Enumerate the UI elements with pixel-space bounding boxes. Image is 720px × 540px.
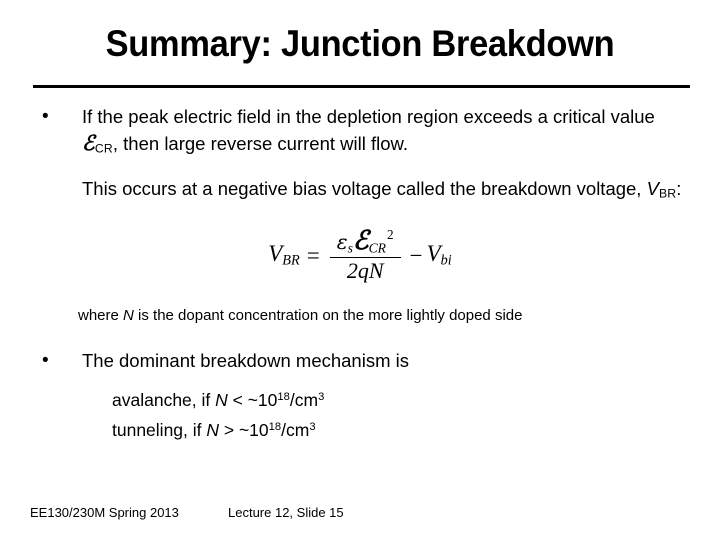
paragraph-text-part1: This occurs at a negative bias voltage called the breakdown voltage, xyxy=(82,177,647,199)
footer-course-label: EE130/230M Spring 2013 xyxy=(30,505,179,520)
avalanche-relation: < ~10 xyxy=(227,389,278,410)
mechanism-tunneling xyxy=(0,414,720,444)
dopant-note xyxy=(0,305,720,327)
bullet-item-2 xyxy=(0,348,720,374)
equation-rhs-var: V xyxy=(426,241,441,267)
spacer xyxy=(0,162,720,176)
tunneling-label: tunneling, if xyxy=(112,419,207,440)
equation-minus-sign: − xyxy=(409,242,423,268)
tunneling-units-exponent: 3 xyxy=(309,420,316,433)
variable-n-note: N xyxy=(123,307,134,324)
note-text-part2: is the dopant concentration on the more lightly doped side xyxy=(133,307,523,324)
tunneling-exponent: 18 xyxy=(268,420,282,433)
paragraph-text-part2: : xyxy=(676,177,682,199)
bullet-item-1-text xyxy=(82,106,655,154)
mechanism-section xyxy=(0,348,720,444)
bullet-marker-icon-2: • xyxy=(42,350,49,371)
equation-rhs-subscript: bi xyxy=(440,252,452,269)
equation-exponent: 2 xyxy=(387,227,394,242)
equation-lhs-subscript: BR xyxy=(282,252,300,269)
breakdown-voltage-equation xyxy=(0,225,720,284)
permittivity-subscript: s xyxy=(347,240,353,256)
avalanche-exponent: 18 xyxy=(277,391,290,403)
avalanche-units: /cm xyxy=(289,389,319,410)
equation-critical-field-symbol: ℰ xyxy=(352,225,369,256)
permittivity-symbol: ε xyxy=(336,229,348,254)
equation-fraction xyxy=(330,225,401,284)
avalanche-units-exponent: 3 xyxy=(318,391,325,403)
bullet-item-1 xyxy=(0,104,720,162)
equation-numerator xyxy=(330,225,401,257)
title-divider xyxy=(33,85,690,88)
bullet-1-text-part2: , then large reverse current will flow. xyxy=(112,133,408,154)
equation-equals-sign: = xyxy=(306,242,320,268)
critical-field-symbol: ℰ xyxy=(82,131,95,155)
tunneling-relation: > ~10 xyxy=(219,419,269,440)
breakdown-voltage-paragraph xyxy=(0,176,720,207)
avalanche-variable-n: N xyxy=(215,389,228,410)
avalanche-label: avalanche, if xyxy=(112,389,216,410)
slide-body xyxy=(0,104,720,206)
equation-critical-field-subscript: CR xyxy=(368,240,387,256)
equation-denominator: 2qN xyxy=(346,258,384,284)
page-title: Summary: Junction Breakdown xyxy=(105,23,615,64)
equation-inner xyxy=(268,225,452,284)
variable-v: V xyxy=(646,177,659,199)
mechanism-avalanche xyxy=(0,384,720,414)
equation-lhs-var: V xyxy=(268,241,283,267)
variable-v-subscript: BR xyxy=(658,186,677,201)
tunneling-units: /cm xyxy=(281,419,310,440)
bullet-marker-icon: • xyxy=(42,106,49,127)
spacer-2 xyxy=(0,374,720,384)
tunneling-variable-n: N xyxy=(206,419,220,440)
note-text-part1: where xyxy=(78,307,124,324)
bullet-1-text-part1: If the peak electric field in the depletion region exceeds a critical value xyxy=(82,106,655,127)
critical-field-subscript: CR xyxy=(94,141,113,156)
equation-rhs xyxy=(427,242,452,268)
footer-slide-label: Lecture 12, Slide 15 xyxy=(228,505,344,520)
bullet-item-2-text: The dominant breakdown mechanism is xyxy=(82,350,409,371)
equation-lhs xyxy=(268,242,299,268)
